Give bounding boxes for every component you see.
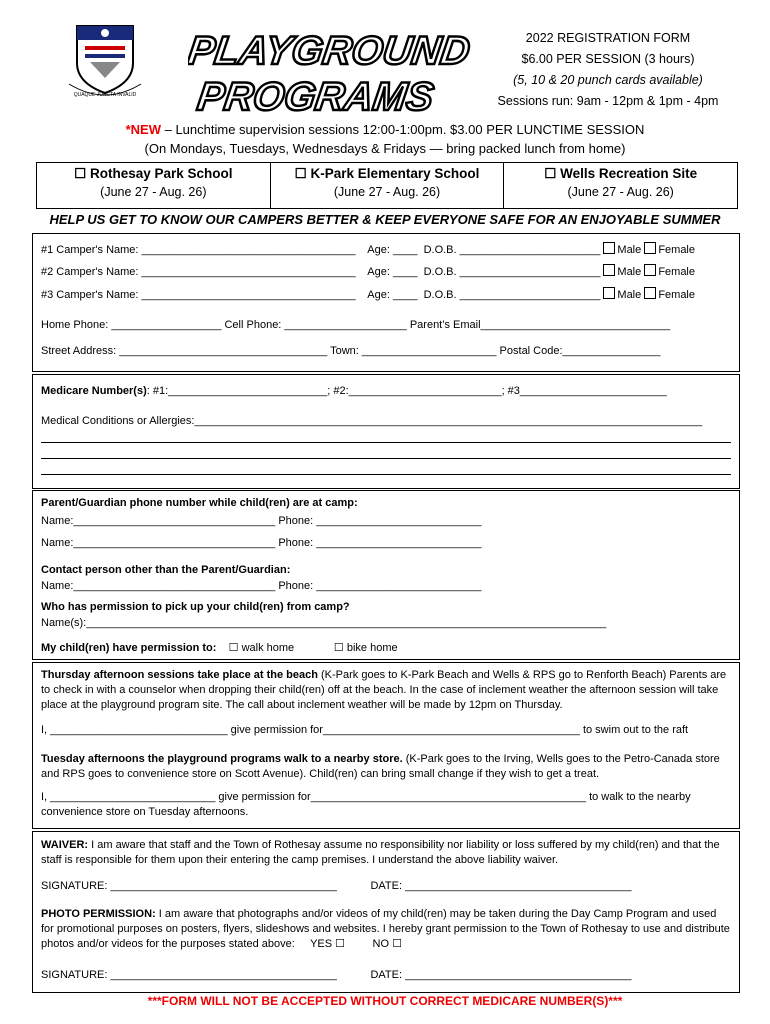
site-k-park[interactable]: ☐ K-Park Elementary School (June 27 - Aug. 26) [271, 163, 505, 208]
beach-store-section [32, 662, 740, 829]
camper-row-3: #3 Camper's Name: ___________________________________ Age: ____ D.O.B. _______________________ Male Female [41, 289, 695, 301]
guardian-section [32, 490, 740, 660]
price-line: $6.00 PER SESSION (3 hours) [521, 52, 695, 66]
new-tag: *NEW [125, 122, 161, 137]
medical-line[interactable] [41, 442, 731, 443]
address-row[interactable]: Street Address: __________________________________ Town: ______________________ Postal Code:________________ [41, 345, 661, 357]
camper-row-1: #1 Camper's Name: ___________________________________ Age: ____ D.O.B. _______________________ Male Female [41, 244, 695, 256]
waiver-paragraph: WAIVER: I am aware that staff and the Town of Rothesay assume no responsibility nor liability or loss suffered by my child(ren) and that the staff is responsible for them upon their entering the camp premises. I understand the above liability waiver. [41, 839, 720, 866]
checkbox-icon[interactable]: ☐ [74, 166, 90, 181]
town-crest-logo [65, 18, 145, 100]
photo-signature-row [41, 969, 731, 981]
medical-line[interactable] [41, 474, 731, 475]
playground-programs-logo [188, 24, 478, 120]
walk-checkbox-icon[interactable]: ☐ [228, 642, 239, 654]
female-checkbox[interactable] [644, 242, 656, 254]
svg-text:QUAQUE JUNCTA INVALID: QUAQUE JUNCTA INVALID [73, 92, 137, 98]
site-selection [36, 162, 738, 209]
male-checkbox[interactable] [603, 287, 615, 299]
bike-checkbox-icon[interactable]: ☐ [333, 642, 344, 654]
store-paragraph: Tuesday afternoons the playground programs walk to a nearby store. (K-Park goes to the Irving, Wells goes to the Petro-Canada store and RPS goes to convenience store on Scott Avenue). Child(ren) can bring small change if they wish to get a treat. [41, 753, 720, 780]
guardian-name-1[interactable]: Name:_________________________________ Phone: ___________________________ [41, 515, 482, 527]
sessions-line: Sessions run: 9am - 12pm & 1pm - 4pm [497, 94, 719, 108]
guardian-title: Parent/Guardian phone number while child(ren) are at camp: [41, 497, 358, 509]
waiver-signature-row [41, 880, 731, 892]
beach-paragraph: Thursday afternoon sessions take place at the beach (K-Park goes to K-Park Beach and Wells & RPS go to Renforth Beach) Parents are to check in with a counselor when dropping their child(ren) off at the beach. In the case of inclement weather the afternoon session will take place at the playground program site. The call about inclement weather will be made by 12pm on Thursday. [41, 669, 727, 711]
new-lunch-notice: *NEW – Lunchtime supervision sessions 12:00-1:00pm. $3.00 PER LUNCTIME SESSION (On Mondays, Tuesdays, Wednesdays & Fridays — bring packed lunch from home) [125, 122, 645, 156]
yes-checkbox-icon[interactable]: ☐ [335, 938, 346, 950]
store-consent-row-2: convenience store on Tuesday afternoons. [41, 806, 249, 818]
logo-line-2: PROGRAMS [194, 74, 437, 119]
logo-line-1: PLAYGROUND [188, 28, 473, 73]
camper-info-section [32, 233, 740, 372]
registration-title: 2022 REGISTRATION FORM [525, 31, 691, 45]
date-field-2[interactable]: DATE: _____________________________________ [370, 969, 632, 981]
female-checkbox[interactable] [644, 264, 656, 276]
swim-consent-row[interactable]: I, _____________________________ give permission for__________________________________________ to swim out to the raft [41, 724, 689, 736]
pickup-title: Who has permission to pick up your child(ren) from camp? [41, 601, 350, 613]
checkbox-icon[interactable]: ☐ [544, 166, 561, 181]
travel-permission-row: My child(ren) have permission to: ☐ walk home ☐ bike home [41, 642, 398, 654]
male-checkbox[interactable] [603, 242, 615, 254]
female-checkbox[interactable] [644, 287, 656, 299]
site-wells[interactable]: ☐ Wells Recreation Site (June 27 - Aug. 26) [544, 166, 698, 199]
medicare-row[interactable]: Medicare Number(s): #1:__________________________; #2:_________________________; #3________________________ [41, 385, 667, 397]
site-rothesay-park[interactable]: ☐ Rothesay Park School (June 27 - Aug. 26) [37, 163, 271, 208]
guardian-name-2[interactable]: Name:_________________________________ Phone: ___________________________ [41, 537, 482, 549]
signature-field[interactable]: SIGNATURE: _____________________________________ [41, 880, 337, 892]
no-checkbox-icon[interactable]: ☐ [392, 938, 402, 950]
medical-conditions-row[interactable]: Medical Conditions or Allergies:___________________________________________________________________________________ [41, 415, 703, 427]
date-field[interactable]: DATE: _____________________________________ [370, 880, 632, 892]
punch-line: (5, 10 & 20 punch cards available) [513, 73, 703, 87]
help-heading: HELP US GET TO KNOW OUR CAMPERS BETTER & KEEP EVERYONE SAFE FOR AN ENJOYABLE SUMMER [49, 212, 721, 227]
contact-name[interactable]: Name:_________________________________ Phone: ___________________________ [41, 580, 482, 592]
phone-email-row[interactable]: Home Phone: __________________ Cell Phone: ____________________ Parent’s Email_______________________________ [41, 319, 671, 331]
contact-title: Contact person other than the Parent/Guardian: [41, 564, 291, 576]
camper-row-2: #2 Camper's Name: ___________________________________ Age: ____ D.O.B. _______________________ Male Female [41, 266, 695, 278]
store-consent-row[interactable]: I, ___________________________ give permission for_____________________________________________ to walk to the nearby [41, 791, 691, 803]
medical-section [32, 374, 740, 489]
registration-info [478, 28, 738, 112]
waiver-section [32, 831, 740, 993]
male-checkbox[interactable] [603, 264, 615, 276]
photo-paragraph: PHOTO PERMISSION: I am aware that photographs and/or videos of my child(ren) may be taken during the Day Camp Program and used for promotional purposes on posters, flyers, slideshows and websites. I hereby grant permission to the Town of Rothesay to use and distribute photos and/or videos for the purposes stated above: YES ☐ NO ☐ [41, 908, 730, 950]
checkbox-icon[interactable]: ☐ [294, 166, 311, 181]
signature-field-2[interactable]: SIGNATURE: _____________________________________ [41, 969, 337, 981]
medicare-warning: ***FORM WILL NOT BE ACCEPTED WITHOUT CORRECT MEDICARE NUMBER(S)*** [147, 994, 623, 1008]
pickup-names[interactable]: Name(s):_____________________________________________________________________________________ [41, 617, 607, 629]
medical-line[interactable] [41, 458, 731, 459]
